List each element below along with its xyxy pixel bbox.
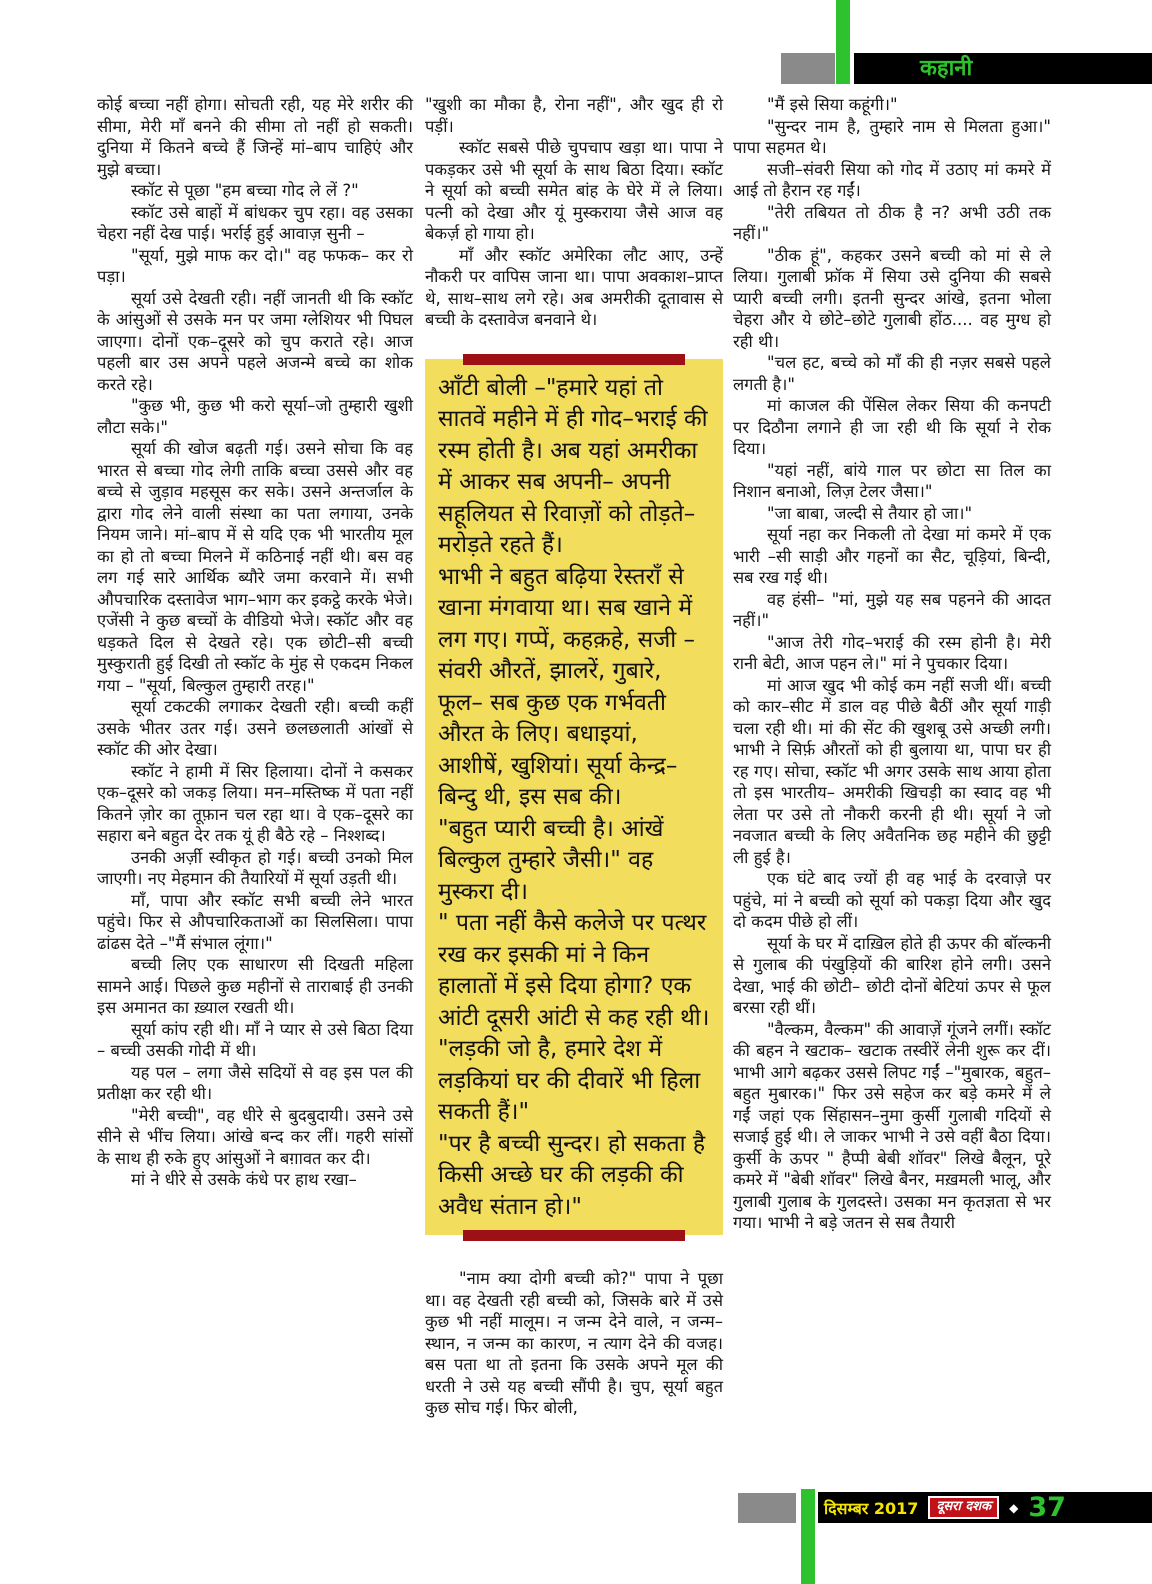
- story-paragraph: सूर्या उसे देखती रही। नहीं जानती थी कि स्कॉट के आंसुओं से उसके मन पर जमा ग्लेशियर भी पिघल जाएगा। दोनों एक–दूसरे को चुप कराते रहे। आज पहली बार उस अपने पहले अजन्मे बच्चे का शोक करते रहे।: [97, 288, 413, 394]
- story-paragraph: "सुन्दर नाम है, तुम्हारे नाम से मिलता हुआ।" पापा सहमत थे।: [733, 116, 1051, 157]
- story-paragraph: स्कॉट ने हामी में सिर हिलाया। दोनों ने कसकर एक–दूसरे को जकड़ लिया। मन–मस्तिष्क में पता नहीं कितने ज़ोर का तूफ़ान चल रहा था। वे एक–दूसरे का सहारा बने बहुत देर तक यूं ही बैठे रहे – निश्शब्द।: [97, 761, 413, 845]
- story-paragraph: सजी–संवरी सिया को गोद में उठाए मां कमरे में आई तो हैरान रह गईं।: [733, 159, 1051, 200]
- highlight-paragraph: "बहुत प्यारी बच्ची है। आंखें बिल्कुल तुम्हारे जैसी।" वह मुस्करा दी।: [438, 815, 664, 905]
- story-paragraph: बच्ची लिए एक साधारण सी दिखती महिला सामने आई। पिछले कुछ महीनों से ताराबाई ही उनकी इस अमानत का ख़्याल रखती थी।: [97, 955, 413, 1017]
- footer-bar: [818, 1492, 1152, 1523]
- highlight-paragraph: " पता नहीं कैसे कलेजे पर पत्थर रख कर इसकी मां ने किन हालातों में इसे दिया होगा? एक आंटी दूसरी आंटी से कह रही थी।: [438, 910, 710, 1031]
- story-paragraph: "तेरी तबियत तो ठीक है न? अभी उठी तक नहीं।": [733, 202, 1051, 243]
- story-paragraph: एक घंटे बाद ज्यों ही वह भाई के दरवाज़े पर पहुंचे, मां ने बच्ची को सूर्या को पकड़ा दिया और खुद दो कदम पीछे हो लीं।: [733, 869, 1051, 931]
- story-paragraph: "सूर्या, मुझे माफ कर दो।" वह फफक– कर रो पड़ा।: [97, 245, 413, 286]
- diamond-icon: ◆: [1009, 1500, 1019, 1515]
- story-paragraph: "यहां नहीं, बांये गाल पर छोटा सा तिल का निशान बनाओ, लिज़ टेलर जैसा।": [733, 460, 1051, 501]
- footer-green-accent-bar: [801, 1489, 815, 1584]
- section-header-bar: [854, 53, 1152, 84]
- story-paragraph: स्कॉट उसे बाहों में बांधकर चुप रहा। वह उसका चेहरा नहीं देख पाई। भर्राई हुई आवाज़ सुनी –: [97, 202, 413, 243]
- story-paragraph: सूर्या टकटकी लगाकर देखती रही। बच्ची कहीं उसके भीतर उतर गई। उसने छलछलाती आंखों से स्कॉट की ओर देखा।: [97, 697, 413, 759]
- column-2-bottom: [425, 1268, 723, 1419]
- story-paragraph: कोई बच्चा नहीं होगा। सोचती रही, यह मेरे शरीर की सीमा, मेरी माँ बनने की सीमा तो नहीं हो सकती। दुनिया में कितने बच्चे हैं जिन्हें मां–बाप चाहिएं और मुझे बच्चा।: [97, 95, 413, 179]
- story-paragraph: "खुशी का मौका है, रोना नहीं", और खुद ही रो पड़ीं।: [425, 95, 723, 136]
- story-paragraph: माँ, पापा और स्कॉट सभी बच्ची लेने भारत पहुंचे। फिर से औपचारिकताओं का सिलसिला। पापा ढांढस देते –"मैं संभाल लूंगा।": [97, 890, 413, 953]
- story-paragraph: "जा बाबा, जल्दी से तैयार हो जा।": [767, 503, 973, 523]
- story-paragraph: स्कॉट सबसे पीछे चुपचाप खड़ा था। पापा ने पकड़कर उसे भी सूर्या के साथ बिठा दिया। स्कॉट ने सूर्या को बच्ची समेत बांह के घेरे में ले लिया। पत्नी को देखा और यूं मुस्कराया जैसे आज वह बेकर्ज़ हो गाया हो।: [425, 138, 723, 243]
- pull-quote-text: [425, 359, 723, 1236]
- bottom-red-rule: [463, 1230, 685, 1241]
- highlight-paragraph: भाभी ने बहुत बढ़िया रेस्तराँ से खाना मंगवाया था। सब खाने में लग गए। गप्पें, कहक़हे, सजी – संवरी औरतें, झालरें, गुबारे, फूल– सब कुछ एक गर्भवती औरत के लिए। बधाइयां, आशीषें, खुशियां। सूर्या केन्द्र–बिन्दु थी, इस सब की।: [438, 563, 696, 810]
- pull-quote-box: [425, 359, 723, 1236]
- column-3: [733, 94, 1051, 1234]
- story-paragraph: माँ और स्कॉट अमेरिका लौट आए, उन्हें नौकरी पर वापिस जाना था। पापा अवकाश–प्राप्त थे, साथ–साथ लगे रहे। अब अमरीकी दूतावास से बच्ची के दस्तावेज बनवाने थे।: [425, 245, 723, 329]
- story-paragraph: वह हंसी– "मां, मुझे यह सब पहनने की आदत नहीं।": [733, 589, 1051, 630]
- story-paragraph: यह पल – लगा जैसे सदियों से वह इस पल की प्रतीक्षा कर रही थी।: [97, 1062, 413, 1103]
- column-2: [425, 94, 723, 1419]
- issue-date: दिसम्बर 2017: [824, 1498, 919, 1518]
- column-1: [97, 94, 413, 1191]
- section-title: कहानी: [920, 55, 973, 81]
- highlight-paragraph: "पर है बच्ची सुन्दर। हो सकता है किसी अच्छे घर की लड़की की अवैध संतान हो।": [438, 1130, 706, 1220]
- column-2-top: [425, 94, 723, 331]
- magazine-logo: दूसरा दशक: [928, 1496, 999, 1519]
- story-paragraph: मां ने धीरे से उसके कंधे पर हाथ रखा–: [131, 1170, 357, 1189]
- story-paragraph: "ठीक हूं", कहकर उसने बच्ची को मां से ले लिया। गुलाबी फ्रॉक में सिया उसे दुनिया की सबसे प्यारी बच्ची लगी। इतनी सुन्दर आंखे, इतना भोला चेहरा और ये छोटे–छोटे गुलाबी होंठ.... वह मुग्ध हो रही थी।: [733, 245, 1051, 351]
- highlight-paragraph: आँटी बोली –"हमारे यहां तो सातवें महीने में ही गोद–भराई की रस्म होती है। अब यहां अमरीका में आकर सब अपनी– अपनी सहूलियत से रिवाज़ों को तोड़ते– मरोड़ते रहते हैं।: [438, 374, 708, 558]
- story-paragraph: "कुछ भी, कुछ भी करो सूर्या–जो तुम्हारी खुशी लौटा सके।": [97, 396, 413, 437]
- story-paragraph: "चल हट, बच्चे को माँ की ही नज़र सबसे पहले लगती है।": [733, 353, 1051, 394]
- top-green-accent-bar: [836, 0, 850, 84]
- highlight-paragraph: "लड़की जो है, हमारे देश में लड़कियां घर की दीवारें भी हिला सकती हैं।": [438, 1036, 701, 1125]
- story-paragraph: "मैं इसे सिया कहूंगी।": [767, 95, 898, 114]
- story-paragraph: सूर्या के घर में दाख़िल होते ही ऊपर की बॉल्कनी से गुलाब की पंखुड़ियों की बारिश होने लगी। उसने देखा, भाई की छोटी– छोटी दोनों बेटियां ऊपर से फूल बरसा रही थीं।: [733, 933, 1051, 1017]
- story-paragraph: सूर्या की खोज बढ़ती गई। उसने सोचा कि वह भारत से बच्चा गोद लेगी ताकि बच्चा उससे और वह बच्चे से जुड़ाव महसूस कर सके। उसने अन्तर्जाल के द्वारा गोद लेने वाली संस्था का पता लगाया, उनके नियम जाने। मां–बाप में से यदि एक भी भारतीय मूल का हो तो बच्चा मिलने में कठिनाई नहीं थी। बस वह लग गई सारे आर्थिक ब्यौरे जमा करवाने में। सभी औपचारिक दस्तावेज भाग–भाग कर इकट्ठे करके भेजे। एजेंसी ने कुछ बच्चों के वीडियो भेजे। स्कॉट और वह धड़कते दिल से देखते रहे। एक छोटी–सी बच्ची मुस्कुराती हुई दिखी तो स्कॉट के मुंह से एकदम निकल गया – "सूर्या, बिल्कुल तुम्हारी तरह।": [97, 439, 413, 695]
- story-paragraph: "वैल्कम, वैल्कम" की आवाज़ें गूंजने लगीं। स्कॉट की बहन ने खटाक– खटाक तस्वीरें लेनी शुरू कर दीं। भाभी आगे बढ़कर उससे लिपट गईं –"मुबारक, बहुत–बहुत मुबारक।" फिर उसे सहेज कर बड़े कमरे में ले गईं जहां एक सिंहासन–नुमा कुर्सी गुलाबी गदियों से सजाई हुई थी। ले जाकर भाभी ने उसे वहीं बैठा दिया। कुर्सी के ऊपर " हैप्पी बेबी शॉवर" लिखे बैलून, पूरे कमरे में "बेबी शॉवर" लिखे बैनर, मख़मली भालू, और गुलाबी गुलाब के गुलदस्ते। उसका मन कृतज्ञता से भर गया। भाभी ने बड़े जतन से सब तैयारी: [733, 1019, 1051, 1232]
- top-red-rule: [463, 354, 685, 365]
- story-paragraph: "आज तेरी गोद–भराई की रस्म होनी है। मेरी रानी बेटी, आज पहन ले।" मां ने पुचकार दिया।: [733, 632, 1051, 673]
- story-paragraph: "मेरी बच्ची", वह धीरे से बुदबुदायी। उसने उसे सीने से भींच लिया। आंखे बन्द कर लीं। गहरी सांसों के साथ ही रुके हुए आंसुओं ने बग़ावत कर दी।: [97, 1105, 413, 1168]
- page-number: 37: [1028, 1492, 1066, 1523]
- story-paragraph: "नाम क्या दोगी बच्ची को?" पापा ने पूछा था। वह देखती रही बच्ची को, जिसके बारे में उसे कुछ भी नहीं मालूम। न जन्म देने वाले, न जन्म–स्थान, न जन्म का कारण, न त्याग देने की वजह। बस पता था तो इतना कि उसके अपने मूल की धरती ने उसे यह बच्ची सौंपी है। चुप, सूर्या बहुत कुछ सोच गई। फिर बोली,: [425, 1269, 723, 1417]
- story-paragraph: उनकी अर्ज़ी स्वीकृत हो गई। बच्ची उनको मिल जाएगी। नए मेहमान की तैयारियों में सूर्या उड़ती थी।: [97, 847, 413, 888]
- story-paragraph: सूर्या कांप रही थी। माँ ने प्यार से उसे बिठा दिया – बच्ची उसकी गोदी में थी।: [97, 1019, 413, 1060]
- story-paragraph: मां काजल की पेंसिल लेकर सिया की कनपटी पर दिठौना लगाने ही जा रही थी कि सूर्या ने रोक दिया।: [733, 396, 1051, 458]
- story-paragraph: मां आज खुद भी कोई कम नहीं सजी थीं। बच्ची को कार–सीट में डाल वह पीछे बैठीं और सूर्या गाड़ी चला रही थी। मां की सेंट की खुशबू उसे अच्छी लगी। भाभी ने सिर्फ़ औरतों को ही बुलाया था, पापा घर ही रह गए। सोचा, स्कॉट भी अगर उसके साथ आया होता तो इस भारतीय– अमरीकी खिचड़ी का स्वाद वह भी लेता पर उसे तो नौकरी करनी ही थी। सूर्या ने जो नवजात बच्ची के लिए अवैतनिक छह महीने की छुट्टी ली हुई है।: [733, 675, 1051, 867]
- top-gray-block: [781, 53, 835, 84]
- footer-gray-block: [738, 1493, 796, 1523]
- story-paragraph: स्कॉट से पूछा "हम बच्चा गोद ले लें ?": [131, 181, 359, 200]
- story-paragraph: सूर्या नहा कर निकली तो देखा मां कमरे में एक भारी –सी साड़ी और गहनों का सैट, चूड़ियां, बिन्दी, सब रख गई थी।: [733, 525, 1051, 587]
